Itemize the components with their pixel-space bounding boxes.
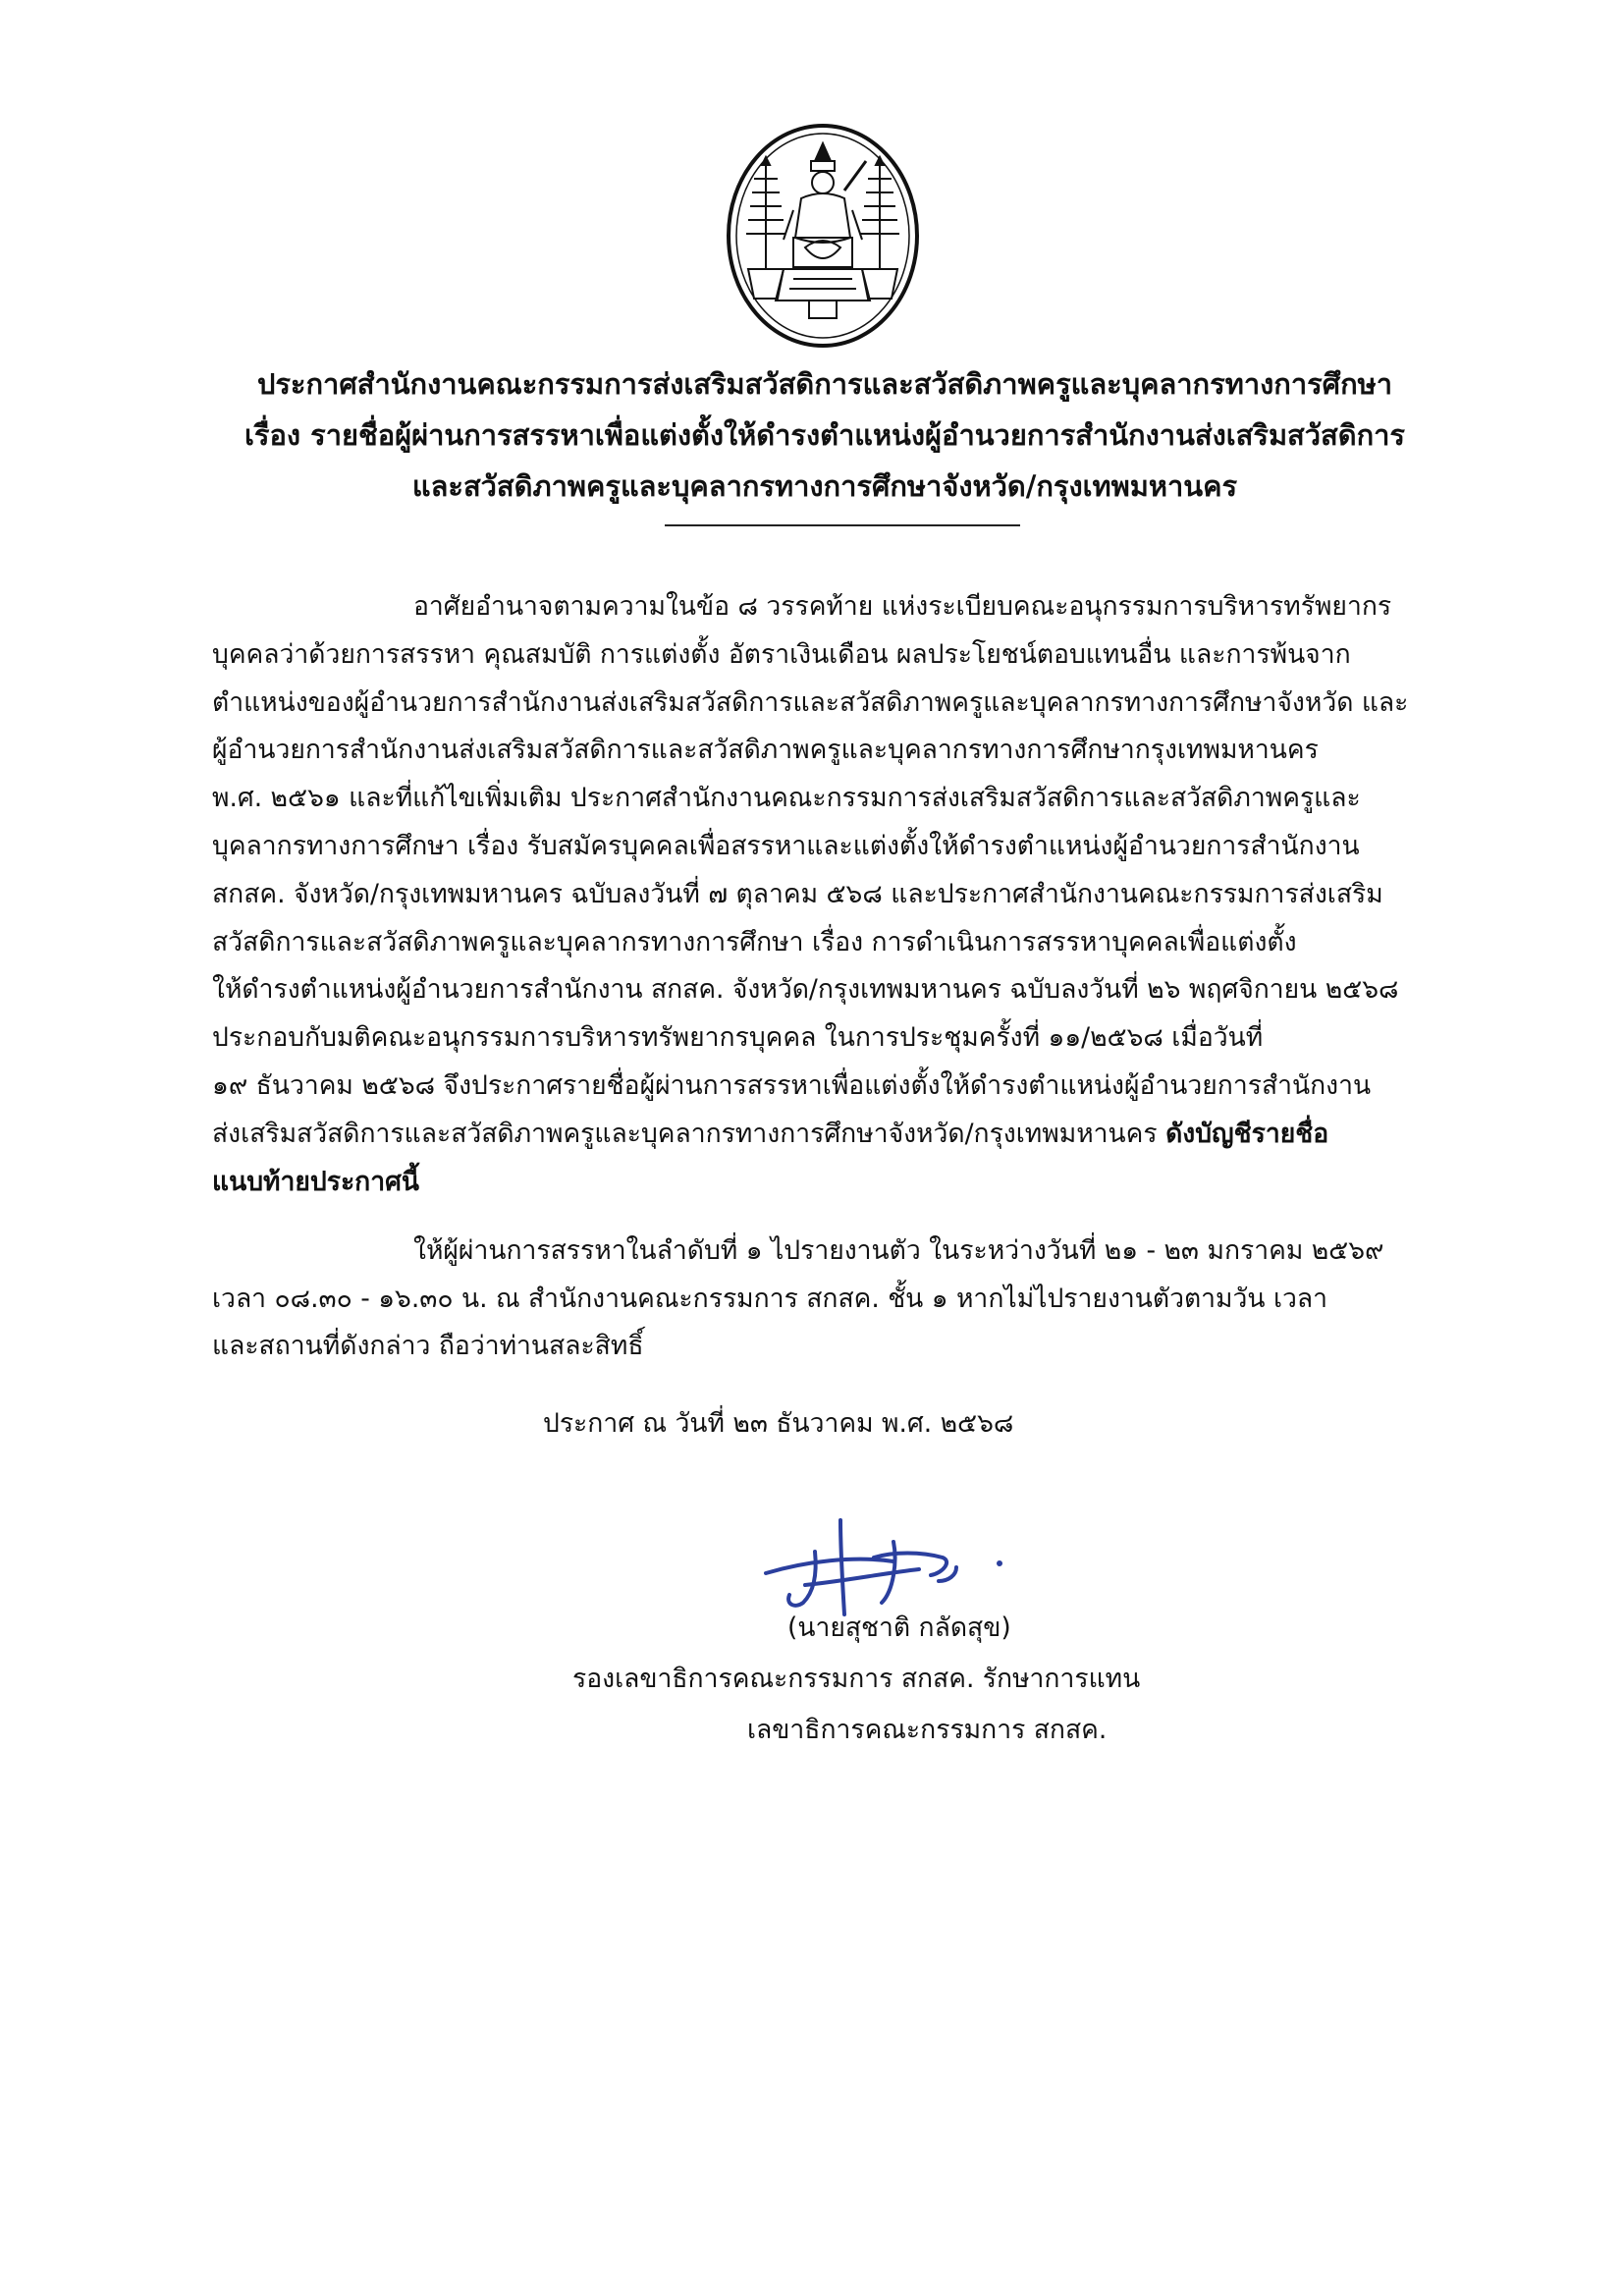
paragraph-1 <box>212 583 1465 1206</box>
government-seal-icon <box>725 122 921 350</box>
signer-name: (นายสุชาติ กลัดสุข) <box>787 1613 1011 1643</box>
paragraph-1-line: ประกอบกับมติคณะอนุกรรมการบริหารทรัพยากรบุคคล ในการประชุมครั้งที่ ๑๑/๒๕๖๘ เมื่อวันที่ <box>212 1022 1264 1054</box>
announcement-date: ประกาศ ณ วันที่ ๒๓ ธันวาคม พ.ศ. ๒๕๖๘ <box>543 1408 1014 1439</box>
paragraph-1-line <box>212 1159 1465 1207</box>
paragraph-2 <box>212 1228 1465 1371</box>
paragraph-1-line <box>212 1111 1465 1159</box>
paragraph-1-line: ให้ดำรงตำแหน่งผู้อำนวยการสำนักงาน สกสค. จังหวัด/กรุงเทพมหานคร ฉบับลงวันที่ ๒๖ พฤศจิกายน ๒๕๖๘ <box>212 974 1399 1006</box>
paragraph-1-line: สวัสดิการและสวัสดิภาพครูและบุคลากรทางการศึกษา เรื่อง การดำเนินการสรรหาบุคคลเพื่อแต่งตั้ง <box>212 926 1297 957</box>
paragraph-2-line: ให้ผู้ผ่านการสรรหาในลำดับที่ ๑ ไปรายงานตัว ในระหว่างวันที่ ๒๑ - ๒๓ มกราคม ๒๕๖๙ <box>413 1235 1384 1266</box>
title-line-2: เรื่อง รายชื่อผู้ผ่านการสรรหาเพื่อแต่งตั้งให้ดำรงตำแหน่งผู้อำนวยการสำนักงานส่งเสริมสวัสดิการ <box>244 418 1405 452</box>
signer-position-line-2: เลขาธิการคณะกรรมการ สกสค. <box>747 1715 1108 1745</box>
signer-position-line-1: รองเลขาธิการคณะกรรมการ สกสค. รักษาการแทน <box>572 1664 1141 1694</box>
title-line-1: ประกาศสำนักงานคณะกรรมการส่งเสริมสวัสดิการและสวัสดิภาพครูและบุคลากรทางการศึกษา <box>256 367 1393 401</box>
paragraph-1-line: ๑๙ ธันวาคม ๒๕๖๘ จึงประกาศรายชื่อผู้ผ่านการสรรหาเพื่อแต่งตั้งให้ดำรงตำแหน่งผู้อำนวยการสำนักงาน <box>212 1069 1372 1101</box>
paragraph-1-bold-text: ดังบัญชีรายชื่อ <box>1165 1118 1329 1149</box>
paragraph-1-line-text: ส่งเสริมสวัสดิการและสวัสดิภาพครูและบุคลากรทางการศึกษาจังหวัด/กรุงเทพมหานคร <box>212 1118 1166 1149</box>
paragraph-1-line: พ.ศ. ๒๕๖๑ และที่แก้ไขเพิ่มเติม ประกาศสำนักงานคณะกรรมการส่งเสริมสวัสดิการและสวัสดิภาพครูและ <box>212 783 1361 814</box>
paragraph-1-line: ผู้อำนวยการสำนักงานส่งเสริมสวัสดิการและสวัสดิภาพครูและบุคลากรทางการศึกษากรุงเทพมหานคร <box>212 735 1319 766</box>
paragraph-2-line: และสถานที่ดังกล่าว ถือว่าท่านสละสิทธิ์ <box>212 1331 644 1361</box>
paragraph-1-line: อาศัยอำนาจตามความในข้อ ๘ วรรคท้าย แห่งระเบียบคณะอนุกรรมการบริหารทรัพยากร <box>413 591 1392 622</box>
paragraph-1-line: ตำแหน่งของผู้อำนวยการสำนักงานส่งเสริมสวัสดิการและสวัสดิภาพครูและบุคลากรทางการศึกษาจังหวัด และ <box>212 686 1409 718</box>
paragraph-1-bold-text: แนบท้ายประกาศนี้ <box>212 1166 420 1197</box>
paragraph-1-line: สกสค. จังหวัด/กรุงเทพมหานคร ฉบับลงวันที่ ๗ ตุลาคม ๕๖๘ และประกาศสำนักงานคณะกรรมการส่งเสริม <box>212 878 1383 909</box>
signer-block <box>550 1603 1257 1756</box>
announcement-title <box>196 358 1453 512</box>
paragraph-1-line: บุคคลว่าด้วยการสรรหา คุณสมบัติ การแต่งตั้ง อัตราเงินเดือน ผลประโยชน์ตอบแทนอื่น และการพ้นจาก <box>212 638 1351 670</box>
paragraph-2-line: เวลา ๐๘.๓๐ - ๑๖.๓๐ น. ณ สำนักงานคณะกรรมการ สกสค. ชั้น ๑ หากไม่ไปรายงานตัวตามวัน เวลา <box>212 1283 1328 1314</box>
title-underline <box>665 524 1020 526</box>
paragraph-1-line: บุคลากรทางการศึกษา เรื่อง รับสมัครบุคคลเพื่อสรรหาและแต่งตั้งให้ดำรงตำแหน่งผู้อำนวยการสำนักงาน <box>212 830 1360 861</box>
title-line-3: และสวัสดิภาพครูและบุคลากรทางการศึกษาจังหวัด/กรุงเทพมหานคร <box>411 469 1238 503</box>
